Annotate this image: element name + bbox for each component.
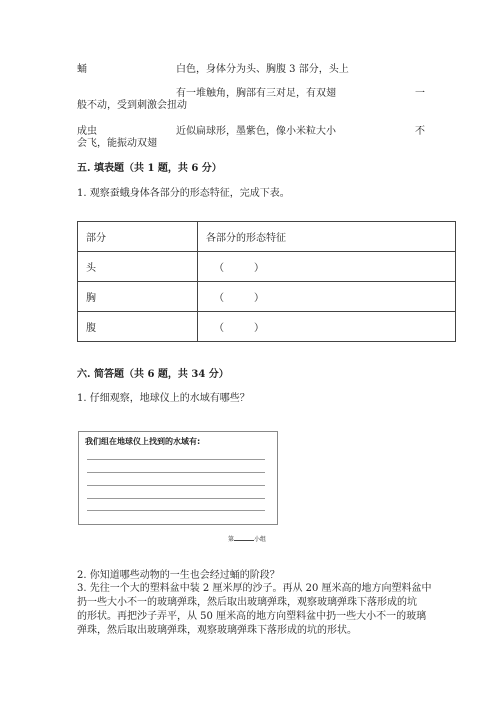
table-header-part: 部分	[78, 222, 198, 252]
section6-question2: 2. 你知道哪些动物的一生也会经过蛹的阶段？	[77, 570, 280, 581]
table-row	[78, 282, 456, 312]
row-part-head: 头	[78, 252, 198, 282]
adult-right-fragment: 不	[415, 126, 425, 137]
table-row	[78, 252, 456, 282]
section6-question3-line4: 弹珠，然后取出玻璃弹珠，观察玻璃弹珠下落形成的坑的形状。	[77, 625, 357, 636]
row-part-thorax: 胸	[78, 282, 198, 312]
pupa-right-fragment: 一	[415, 88, 425, 99]
writing-line	[87, 472, 265, 473]
section6-heading: 六. 简答题（共 6 题，共 34 分）	[77, 369, 229, 380]
row-part-abdomen: 腹	[78, 312, 198, 342]
table-header-row	[78, 222, 456, 252]
answer-blank-thorax[interactable]: （ ）	[214, 293, 264, 304]
globe-water-worksheet-figure	[78, 431, 278, 525]
pupa-desc-wrap: 般不动，受到刺激会扭动	[77, 100, 187, 111]
writing-line	[87, 459, 265, 460]
writing-line	[87, 485, 265, 486]
answer-blank-abdomen[interactable]: （ ）	[214, 323, 264, 334]
adult-desc-wrap: 会飞，能振动双翅	[77, 138, 157, 149]
figure-title: 我们组在地球仪上找到的水域有:	[85, 437, 201, 446]
table-header-features: 各部分的形态特征	[198, 222, 456, 252]
writing-line	[87, 498, 265, 499]
stage-pupa: 蛹	[77, 64, 87, 75]
section6-question1: 1. 仔细观察，地球仪上的水域有哪些？	[77, 393, 250, 404]
pupa-desc-line1: 白色，身体分为头、胸腹 3 部分，头上	[176, 64, 349, 75]
answer-blank-head[interactable]: （ ）	[214, 263, 264, 274]
figure-caption	[228, 534, 266, 543]
group-number-blank	[234, 534, 254, 541]
caption-prefix: 第	[228, 536, 235, 543]
stage-adult: 成虫	[77, 126, 97, 137]
table-row	[78, 312, 456, 342]
section6-question3-line3: 的形状。再把沙子弄平，从 50 厘米高的地方向塑料盆中扔一些大小不一的玻璃	[77, 611, 427, 622]
writing-line	[87, 510, 265, 511]
section5-heading: 五. 填表题（共 1 题，共 6 分）	[77, 163, 222, 174]
silkmoth-table	[77, 221, 456, 342]
section6-question3-line1: 3. 先往一个大的塑料盆中装 2 厘米厚的沙子。再从 20 厘米高的地方向塑料盆中	[77, 583, 432, 594]
section5-question1: 1. 观察蚕蛾身体各部分的形态特征，完成下表。	[77, 188, 290, 199]
adult-desc-line1: 近似扁球形，墨紫色，像小米粒大小	[176, 126, 336, 137]
section6-question3-line2: 扔一些大小不一的玻璃弹珠，然后取出玻璃弹珠，观察玻璃弹珠下落形成的坑	[77, 597, 417, 608]
caption-suffix: 小组	[254, 536, 267, 543]
pupa-desc-line2: 有一堆触角，胸部有三对足，有双翅	[176, 88, 336, 99]
